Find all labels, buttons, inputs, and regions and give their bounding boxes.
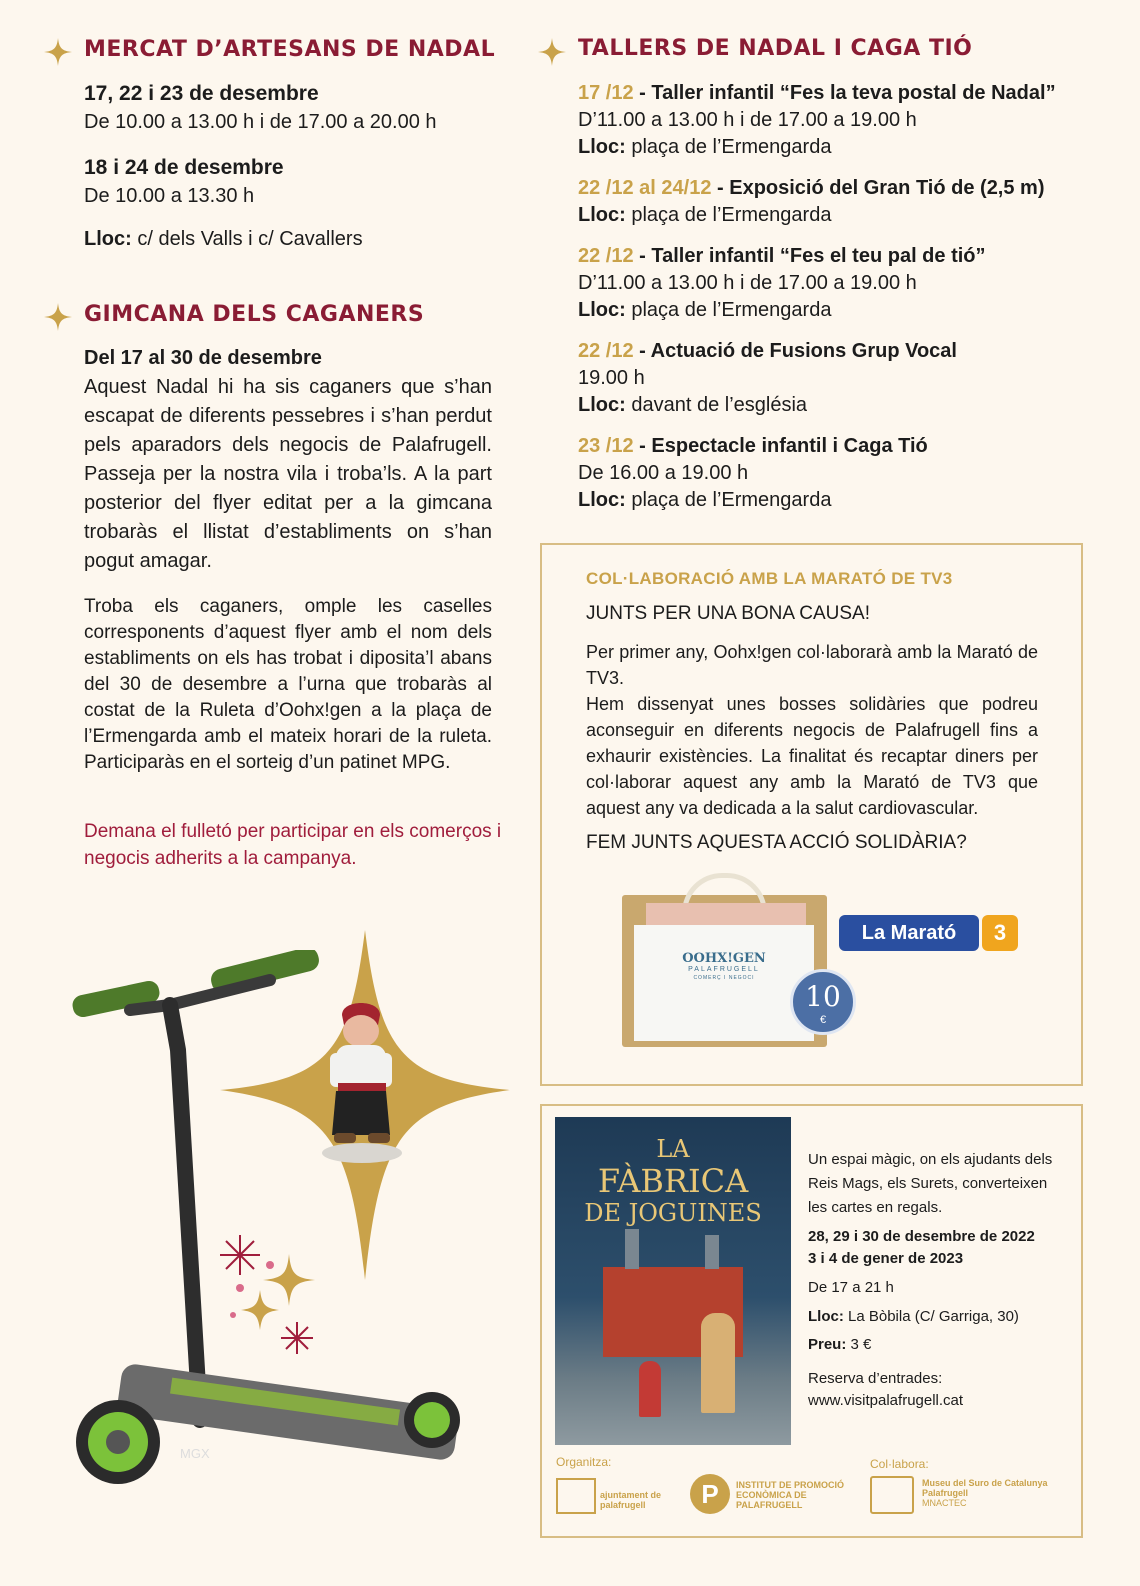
mercat-date-2: 18 i 24 de desembre — [84, 156, 284, 179]
price-currency: € — [819, 1014, 827, 1026]
fabrica-dates-2: 3 i 4 de gener de 2023 — [808, 1250, 964, 1267]
lloc-label: Lloc: — [578, 489, 626, 511]
taller-hours: De 16.00 a 19.00 h — [578, 462, 749, 484]
poster-title — [555, 1135, 791, 1227]
mercat-hours-1: De 10.00 a 13.00 h i de 17.00 a 20.00 h — [84, 111, 437, 133]
marato-para-2: Hem dissenyat unes bosses solidàries que podreu aconseguir en diferents negocis de Palafrugell fins a exhaurir existències. La finalitat és recaptar diners per col·laborar aquest any amb la Marató de TV3 que aquest any va dedicada a la salut cardiovascular. — [586, 694, 1038, 818]
taller-date: 22 /12 — [578, 245, 634, 267]
list-item — [578, 175, 1098, 243]
lloc-label: Lloc: — [578, 299, 626, 321]
poster-child — [639, 1361, 661, 1417]
ajuntament-logo — [556, 1478, 596, 1514]
taller-hours: D’11.00 a 13.00 h i de 17.00 a 19.00 h — [578, 109, 917, 131]
poster-image — [555, 1117, 791, 1445]
lloc-label: Lloc: — [578, 394, 626, 416]
poster-title-3: DE JOGUINES — [584, 1199, 762, 1227]
taller-date: 22 /12 al 24/12 — [578, 177, 712, 199]
taller-name: - Exposició del Gran Tió de (2,5 m) — [711, 177, 1045, 199]
list-item — [578, 433, 1098, 528]
price-value: 10 — [805, 980, 841, 1013]
organitza-label: Organitza: — [556, 1455, 612, 1469]
museu-name: Museu del Suro de Catalunya — [922, 1478, 1048, 1488]
poster-chimney — [705, 1235, 719, 1269]
museu-logo — [870, 1476, 914, 1514]
poster-title-1: LA — [656, 1135, 690, 1163]
fabrica-reserva: Reserva d’entrades: — [808, 1370, 943, 1387]
taller-hours: D’11.00 a 13.00 h i de 17.00 a 19.00 h — [578, 272, 917, 294]
bag-tag: COMERÇ I NEGOCI — [693, 975, 755, 981]
star-icon — [538, 38, 566, 66]
museu-text — [922, 1478, 1072, 1508]
tallers-title: TALLERS DE NADAL I CAGA TIÓ — [578, 36, 973, 61]
price-badge — [790, 969, 856, 1035]
scooter-image — [60, 950, 480, 1490]
taller-hours: 19.00 h — [578, 367, 645, 389]
taller-lloc: plaça de l’Ermengarda — [625, 204, 832, 226]
list-item — [578, 80, 1098, 175]
marato-box — [540, 543, 1083, 1086]
marato-question: FEM JUNTS AQUESTA ACCIÓ SOLIDÀRIA? — [586, 832, 967, 853]
fabrica-web[interactable]: www.visitpalafrugell.cat — [808, 1392, 964, 1409]
list-item — [578, 338, 1098, 433]
star-icon — [44, 38, 72, 66]
tallers-list — [578, 80, 1098, 528]
mercat-title: MERCAT D’ARTESANS DE NADAL — [84, 37, 496, 62]
fabrica-hours: De 17 a 21 h — [808, 1279, 894, 1296]
poster-chimney — [625, 1229, 639, 1269]
fabrica-lloc — [808, 1306, 1019, 1328]
ipep-text: INSTITUT DE PROMOCIÓ ECONÒMICA DE PALAFRUGELL — [736, 1480, 844, 1510]
taller-lloc: plaça de l’Ermengarda — [625, 489, 832, 511]
gimcana-para-2: Troba els caganers, omple les caselles corresponents d’aquest flyer amb el nom dels establiments on els has trobat i diposita’l abans del 30 de desembre a l’urna que trobaràs al costat de la Ruleta d’Oohx!gen a la plaça de l’Ermengarda amb el mateix horari de la ruleta. Participaràs en el sorteig d’un patinet MPG. — [84, 596, 492, 773]
preu-label: Preu: — [808, 1336, 847, 1353]
gimcana-date: Del 17 al 30 de desembre — [84, 347, 322, 369]
gimcana-note: Demana el fulletó per participar en els comerços i negocis adherits a la campanya. — [84, 821, 502, 869]
mercat-hours-2: De 10.00 a 13.30 h — [84, 185, 255, 207]
collabora-label: Col·labora: — [870, 1457, 929, 1471]
gimcana-para-1: Aquest Nadal hi ha sis caganers que s’han escapat de diferents pessebres i s’han perdut pels aparadors dels negocis de Palafrugell. Passeja per la nostra vila i troba’ls. A la part posterior del flyer editat per a la gimcana trobaràs el llistat d’establiments on s’han pogut amagar. — [84, 376, 492, 572]
museu-org: MNACTEC — [922, 1498, 967, 1508]
poster-elf — [701, 1313, 735, 1413]
museu-city: Palafrugell — [922, 1488, 969, 1498]
ajuntament-text: ajuntament de palafrugell — [600, 1490, 662, 1510]
taller-name: - Espectacle infantil i Caga Tió — [633, 435, 928, 457]
taller-date: 17 /12 — [578, 82, 634, 104]
taller-lloc: davant de l’església — [625, 394, 808, 416]
lloc-label: Lloc: — [578, 204, 626, 226]
fabrica-desc: Un espai màgic, on els ajudants dels Reis Mags, els Surets, converteixen les cartes en regals. — [808, 1151, 1053, 1216]
star-icon — [44, 303, 72, 331]
scooter-brand: MGX — [180, 1446, 210, 1461]
marato-logo: La Marató — [839, 915, 979, 951]
poster-title-2: FÀBRICA — [597, 1162, 749, 1200]
taller-name: - Actuació de Fusions Grup Vocal — [633, 340, 957, 362]
taller-date: 22 /12 — [578, 340, 634, 362]
list-item — [578, 243, 1098, 338]
lloc-value: c/ dels Valls i c/ Cavallers — [131, 228, 363, 250]
lloc-label: Lloc: — [578, 136, 626, 158]
mercat-lloc — [84, 226, 363, 253]
bag-sub: PALAFRUGELL — [688, 966, 760, 973]
taller-lloc: plaça de l’Ermengarda — [625, 299, 832, 321]
taller-name: - Taller infantil “Fes la teva postal de Nadal” — [633, 82, 1056, 104]
taller-date: 23 /12 — [578, 435, 634, 457]
bag-front — [634, 925, 814, 1041]
gimcana-title: GIMCANA DELS CAGANERS — [84, 302, 425, 327]
lloc-label: Lloc: — [84, 228, 132, 250]
marato-subtitle: JUNTS PER UNA BONA CAUSA! — [586, 603, 871, 624]
ipep-logo: P — [690, 1474, 730, 1514]
marato-para-1: Per primer any, Oohx!gen col·laborarà amb la Marató de TV3. — [586, 642, 1038, 688]
fabrica-box — [540, 1104, 1083, 1538]
taller-name: - Taller infantil “Fes el teu pal de tió” — [633, 245, 986, 267]
tv3-logo: 3 — [982, 915, 1018, 951]
bag-brand: OOHX!GEN — [682, 951, 766, 966]
fabrica-dates-1: 28, 29 i 30 de desembre de 2022 — [808, 1228, 1035, 1245]
fabrica-lloc-value: La Bòbila (C/ Garriga, 30) — [843, 1308, 1019, 1325]
taller-lloc: plaça de l’Ermengarda — [625, 136, 832, 158]
fabrica-preu-value: 3 € — [846, 1336, 872, 1353]
marato-title: COL·LABORACIÓ AMB LA MARATÓ DE TV3 — [586, 569, 953, 588]
mercat-date-1: 17, 22 i 23 de desembre — [84, 82, 319, 105]
fabrica-preu — [808, 1334, 871, 1356]
lloc-label: Lloc: — [808, 1308, 844, 1325]
